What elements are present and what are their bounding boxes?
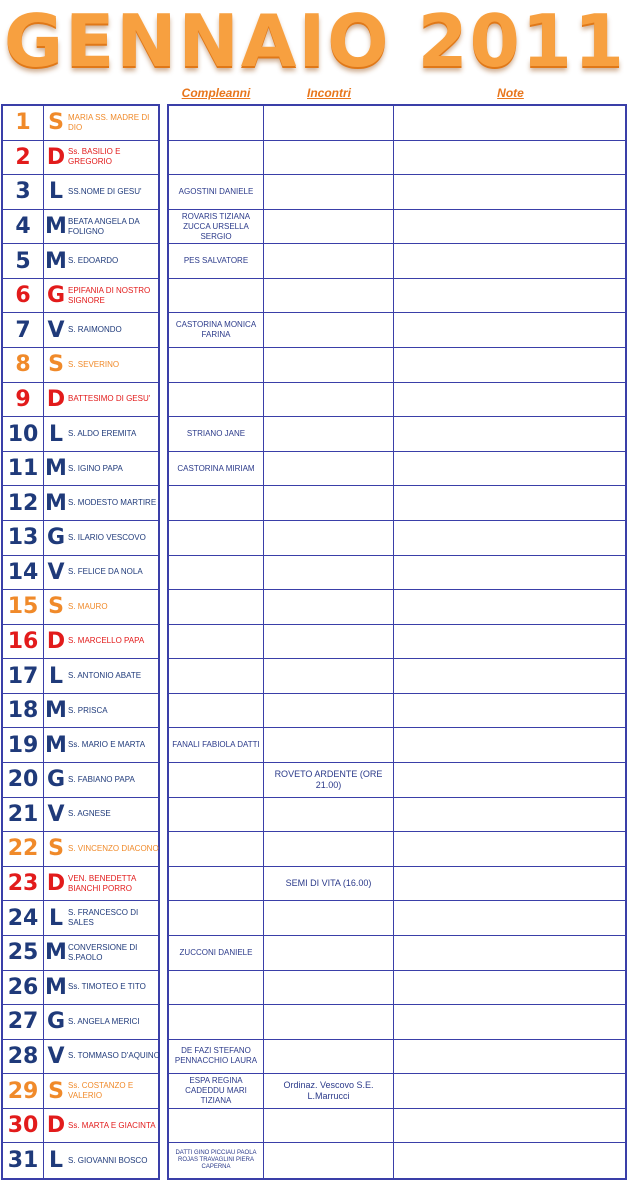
saint-name: MARIA SS. MADRE DI DIO (68, 112, 150, 132)
incontri-cell[interactable] (264, 175, 393, 209)
compleanni-cell[interactable]: DE FAZI STEFANO PENNACCHIO LAURA (174, 1046, 258, 1066)
day-row (3, 694, 158, 729)
day-row (3, 867, 158, 902)
day-row (3, 556, 158, 591)
entry-row (169, 832, 625, 867)
days-panel (1, 104, 160, 1180)
saint-name: S. PRISCA (68, 705, 108, 715)
day-number: 14 (7, 559, 39, 585)
day-number: 29 (7, 1078, 39, 1104)
day-row (3, 625, 158, 660)
day-row (3, 1074, 158, 1109)
entry-row (169, 1005, 625, 1040)
day-letter: S (48, 110, 64, 136)
day-letter: L (48, 179, 64, 205)
day-letter: M (45, 214, 67, 240)
incontri-cell[interactable] (264, 901, 393, 935)
entry-row (169, 141, 625, 176)
compleanni-cell[interactable] (169, 901, 263, 935)
saint-name: SS.NOME DI GESU' (68, 186, 142, 196)
incontri-cell[interactable] (264, 798, 393, 832)
saint-name: BEATA ANGELA DA FOLIGNO (68, 216, 140, 236)
day-letter: V (47, 801, 65, 827)
day-letter: M (45, 456, 67, 482)
day-letter: V (47, 1043, 65, 1069)
saint-name: BATTESIMO DI GESU' (68, 394, 151, 404)
day-letter: G (46, 283, 66, 309)
incontri-cell[interactable] (264, 521, 393, 555)
compleanni-cell[interactable] (169, 971, 263, 1005)
entry-row (169, 175, 625, 210)
saint-name: CONVERSIONE DI S.PAOLO (68, 942, 138, 962)
entry-row (169, 763, 625, 798)
incontri-cell[interactable] (264, 106, 393, 140)
incontri-cell[interactable] (264, 141, 393, 175)
day-row (3, 1040, 158, 1075)
day-letter: M (45, 490, 67, 516)
saint-name: S. FABIANO PAPA (68, 774, 135, 784)
entry-row (169, 1074, 625, 1109)
day-number: 16 (7, 628, 39, 654)
note-cell[interactable] (394, 383, 625, 417)
compleanni-cell[interactable] (169, 763, 263, 797)
note-cell[interactable] (394, 141, 625, 175)
note-cell[interactable] (394, 348, 625, 382)
compleanni-cell[interactable] (169, 348, 263, 382)
saint-name: S. MARCELLO PAPA (68, 636, 145, 646)
day-letter: G (46, 525, 66, 551)
entry-row (169, 348, 625, 383)
note-cell[interactable] (394, 521, 625, 555)
compleanni-cell[interactable] (169, 625, 263, 659)
day-number: 7 (15, 317, 31, 343)
saint-name: Ss. BASILIO E GREGORIO (68, 147, 121, 167)
day-letter: M (45, 732, 67, 758)
day-row (3, 521, 158, 556)
note-cell[interactable] (394, 244, 625, 278)
header-compleanni: Compleanni (181, 86, 251, 100)
day-row (3, 936, 158, 971)
saint-name: S. AGNESE (68, 809, 111, 819)
compleanni-cell[interactable] (169, 798, 263, 832)
note-cell[interactable] (394, 279, 625, 313)
day-number: 24 (7, 905, 39, 931)
saint-name: VEN. BENEDETTA BIANCHI PORRO (68, 873, 136, 893)
incontri-cell[interactable] (264, 486, 393, 520)
note-cell[interactable] (394, 417, 625, 451)
compleanni-cell[interactable]: ZUCCONI DANIELE (179, 947, 253, 957)
day-row (3, 383, 158, 418)
compleanni-cell[interactable] (169, 659, 263, 693)
day-letter: L (48, 1148, 64, 1174)
day-row (3, 175, 158, 210)
compleanni-cell[interactable] (169, 521, 263, 555)
day-number: 4 (15, 214, 31, 240)
entry-row (169, 452, 625, 487)
entry-row (169, 936, 625, 971)
entry-row (169, 521, 625, 556)
entry-row (169, 106, 625, 141)
incontri-cell[interactable]: ROVETO ARDENTE (ORE 21.00) (274, 768, 383, 790)
compleanni-cell[interactable] (169, 590, 263, 624)
incontri-cell[interactable] (264, 1040, 393, 1074)
day-row (3, 452, 158, 487)
note-cell[interactable] (394, 313, 625, 347)
day-letter: L (48, 905, 64, 931)
entry-row (169, 971, 625, 1006)
page-title: GENNAIO 2011 (4, 0, 626, 83)
compleanni-cell[interactable]: CASTORINA MONICA FARINA (175, 320, 257, 340)
day-number: 30 (7, 1113, 39, 1139)
day-number: 8 (15, 352, 31, 378)
note-cell[interactable] (394, 106, 625, 140)
note-cell[interactable] (394, 1074, 625, 1108)
note-cell[interactable] (394, 1143, 625, 1178)
day-number: 2 (15, 144, 31, 170)
day-letter: M (45, 248, 67, 274)
day-row (3, 590, 158, 625)
saint-name: S. RAIMONDO (68, 325, 122, 335)
incontri-cell[interactable] (264, 659, 393, 693)
day-number: 27 (7, 1009, 39, 1035)
day-row (3, 1005, 158, 1040)
note-cell[interactable] (394, 210, 625, 244)
saint-name: S. MAURO (68, 601, 108, 611)
day-row (3, 141, 158, 176)
day-letter: G (46, 767, 66, 793)
note-cell[interactable] (394, 175, 625, 209)
note-cell[interactable] (394, 1109, 625, 1143)
incontri-cell[interactable] (264, 210, 393, 244)
day-row (3, 313, 158, 348)
entry-row (169, 728, 625, 763)
note-cell[interactable] (394, 728, 625, 762)
compleanni-cell[interactable]: AGOSTINI DANIELE (178, 186, 254, 196)
compleanni-cell[interactable]: FANALI FABIOLA DATTI (172, 740, 260, 750)
day-row (3, 763, 158, 798)
entry-row (169, 798, 625, 833)
saint-name: S. VINCENZO DIACONO (68, 843, 159, 853)
incontri-cell[interactable] (264, 625, 393, 659)
saint-name: Ss. MARTA E GIACINTA (68, 1120, 156, 1130)
compleanni-cell[interactable]: PES SALVATORE (183, 256, 249, 266)
compleanni-cell[interactable] (169, 106, 263, 140)
day-letter: L (48, 663, 64, 689)
day-letter: M (45, 940, 67, 966)
incontri-cell[interactable] (264, 971, 393, 1005)
saint-name: S. ALDO EREMITA (68, 429, 137, 438)
saint-name: S. MODESTO MARTIRE (68, 498, 157, 508)
incontri-cell[interactable] (264, 279, 393, 313)
day-letter: V (47, 317, 65, 343)
day-letter: S (48, 352, 64, 378)
saint-name: S. GIOVANNI BOSCO (68, 1155, 148, 1165)
entry-row (169, 244, 625, 279)
entry-row (169, 279, 625, 314)
saint-name: S. ANGELA MERICI (68, 1016, 140, 1026)
incontri-cell[interactable] (264, 936, 393, 970)
header-note: Note (497, 86, 524, 100)
saint-name: Ss. COSTANZO E VALERIO (68, 1081, 134, 1101)
entry-row (169, 486, 625, 521)
incontri-cell[interactable] (264, 556, 393, 590)
day-row (3, 1143, 158, 1178)
entry-row (169, 901, 625, 936)
day-number: 23 (7, 871, 39, 897)
day-number: 15 (7, 594, 39, 620)
incontri-cell[interactable] (264, 590, 393, 624)
incontri-cell[interactable] (264, 728, 393, 762)
entry-row (169, 590, 625, 625)
note-cell[interactable] (394, 832, 625, 866)
saint-name: Ss. TIMOTEO E TITO (68, 982, 146, 992)
compleanni-cell[interactable] (169, 383, 263, 417)
header-incontri: Incontri (307, 86, 351, 100)
day-number: 20 (7, 767, 39, 793)
day-number: 17 (7, 663, 39, 689)
compleanni-cell[interactable] (169, 1005, 263, 1039)
day-row (3, 728, 158, 763)
compleanni-cell[interactable] (169, 486, 263, 520)
entry-row (169, 1040, 625, 1075)
entry-row (169, 417, 625, 452)
day-number: 11 (7, 456, 39, 482)
entry-row (169, 867, 625, 902)
note-cell[interactable] (394, 1005, 625, 1039)
compleanni-cell[interactable] (169, 1109, 263, 1143)
note-cell[interactable] (394, 936, 625, 970)
day-letter: S (48, 1078, 64, 1104)
entry-row (169, 1143, 625, 1178)
day-number: 31 (7, 1148, 39, 1174)
day-letter: S (48, 836, 64, 862)
day-row (3, 244, 158, 279)
incontri-cell[interactable] (264, 417, 393, 451)
day-row (3, 417, 158, 452)
day-number: 19 (7, 732, 39, 758)
note-cell[interactable] (394, 867, 625, 901)
day-letter: M (45, 974, 67, 1000)
note-cell[interactable] (394, 694, 625, 728)
compleanni-cell[interactable]: DATTI GINO PICCIAU PAOLA ROJAS TRAVAGLINI PIERA CAPERNA (175, 1150, 257, 1171)
note-cell[interactable] (394, 763, 625, 797)
day-row (3, 971, 158, 1006)
day-row (3, 210, 158, 245)
compleanni-cell[interactable] (169, 832, 263, 866)
incontri-cell[interactable] (264, 832, 393, 866)
incontri-cell[interactable] (264, 452, 393, 486)
incontri-cell[interactable] (264, 1143, 393, 1178)
compleanni-cell[interactable] (169, 694, 263, 728)
compleanni-cell[interactable]: ROVARIS TIZIANA ZUCCA URSELLA SERGIO (181, 211, 251, 241)
day-letter: V (47, 559, 65, 585)
day-letter: D (46, 144, 66, 170)
day-row (3, 832, 158, 867)
note-cell[interactable] (394, 486, 625, 520)
saint-name: S. TOMMASO D'AQUINO (68, 1051, 160, 1061)
incontri-cell[interactable] (264, 383, 393, 417)
compleanni-cell[interactable]: CASTORINA MIRIAM (177, 463, 255, 473)
day-row (3, 1109, 158, 1144)
day-number: 1 (15, 110, 31, 136)
incontri-cell[interactable] (264, 348, 393, 382)
day-letter: D (46, 1113, 66, 1139)
day-letter: G (46, 1009, 66, 1035)
entry-row (169, 556, 625, 591)
day-row (3, 279, 158, 314)
incontri-cell[interactable] (264, 694, 393, 728)
day-row (3, 798, 158, 833)
day-number: 18 (7, 698, 39, 724)
day-letter: D (46, 871, 66, 897)
note-cell[interactable] (394, 452, 625, 486)
note-cell[interactable] (394, 901, 625, 935)
note-cell[interactable] (394, 971, 625, 1005)
entry-row (169, 694, 625, 729)
saint-name: S. FRANCESCO DI SALES (68, 908, 139, 928)
day-row (3, 901, 158, 936)
day-number: 25 (7, 940, 39, 966)
note-cell[interactable] (394, 659, 625, 693)
day-letter: D (46, 628, 66, 654)
entry-row (169, 659, 625, 694)
day-row (3, 106, 158, 141)
entry-row (169, 210, 625, 245)
day-number: 6 (15, 283, 31, 309)
compleanni-cell[interactable] (169, 279, 263, 313)
incontri-cell[interactable] (264, 313, 393, 347)
incontri-cell[interactable] (264, 1109, 393, 1143)
day-letter: M (45, 698, 67, 724)
day-number: 13 (7, 525, 39, 551)
day-number: 28 (7, 1043, 39, 1069)
day-number: 21 (7, 801, 39, 827)
compleanni-cell[interactable] (169, 867, 263, 901)
compleanni-cell[interactable] (169, 141, 263, 175)
saint-name: S. ANTONIO ABATE (68, 671, 142, 681)
day-letter: L (48, 421, 64, 447)
saint-name: S. FELICE DA NOLA (68, 567, 143, 577)
incontri-cell[interactable] (264, 244, 393, 278)
compleanni-cell[interactable]: ESPA REGINA CADEDDU MARI TIZIANA (185, 1076, 247, 1106)
compleanni-cell[interactable]: STRIANO JANE (186, 429, 246, 438)
entry-row (169, 313, 625, 348)
day-row (3, 348, 158, 383)
incontri-cell[interactable]: Ordinaz. Vescovo S.E. L.Marrucci (283, 1080, 374, 1102)
day-number: 5 (15, 248, 31, 274)
saint-name: S. ILARIO VESCOVO (68, 532, 146, 542)
saint-name: S. EDOARDO (68, 256, 119, 266)
note-cell[interactable] (394, 625, 625, 659)
saint-name: Ss. MARIO E MARTA (68, 740, 146, 750)
day-row (3, 659, 158, 694)
entry-row (169, 383, 625, 418)
entry-row (169, 625, 625, 660)
saint-name: EPIFANIA DI NOSTRO SIGNORE (68, 285, 151, 305)
day-number: 10 (7, 421, 39, 447)
saint-name: S. SEVERINO (68, 359, 120, 369)
note-cell[interactable] (394, 556, 625, 590)
day-row (3, 486, 158, 521)
day-number: 12 (7, 490, 39, 516)
day-number: 22 (7, 836, 39, 862)
compleanni-cell[interactable] (169, 556, 263, 590)
note-cell[interactable] (394, 798, 625, 832)
incontri-cell[interactable]: SEMI DI VITA (16.00) (285, 878, 372, 889)
day-letter: D (46, 386, 66, 412)
day-number: 26 (7, 974, 39, 1000)
saint-name: S. IGINO PAPA (68, 463, 123, 473)
note-cell[interactable] (394, 1040, 625, 1074)
day-number: 3 (15, 179, 31, 205)
entries-panel (167, 104, 627, 1180)
incontri-cell[interactable] (264, 1005, 393, 1039)
day-letter: S (48, 594, 64, 620)
note-cell[interactable] (394, 590, 625, 624)
entry-row (169, 1109, 625, 1144)
day-number: 9 (15, 386, 31, 412)
